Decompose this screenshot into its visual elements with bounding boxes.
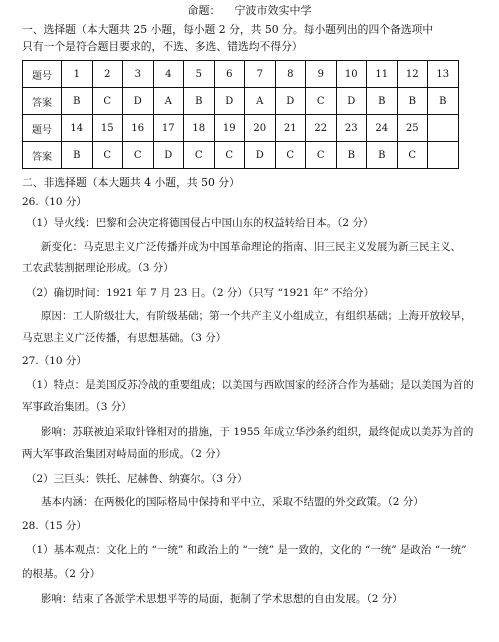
q27-part1-feature: （1）特点：是美国反苏冷战的重要组成；以美国与西欧国家的经济合作为基础；是以美国为首的: [26, 379, 474, 391]
table-cell: 6: [214, 61, 245, 88]
table-cell: B: [367, 88, 398, 115]
table-cell: B: [62, 88, 93, 115]
table-cell: B: [428, 88, 459, 115]
q27-influence-cont: 两大军事政治集团对峙局面的形成。（2 分）: [22, 448, 227, 460]
row-header-cell: 题号: [23, 115, 62, 142]
table-cell: 7: [245, 61, 276, 88]
table-cell: 10: [336, 61, 367, 88]
q28-part1-view-cont: 的根基。（2 分）: [22, 568, 101, 580]
table-cell: 8: [275, 61, 306, 88]
table-cell: B: [336, 142, 367, 169]
table-cell: 20: [245, 115, 276, 142]
q28-influence: 影响：结束了各派学术思想平等的局面，扼制了学术思想的自由发展。（2 分）: [41, 593, 403, 605]
table-cell: D: [214, 88, 245, 115]
table-row: [23, 88, 459, 115]
table-cell: D: [123, 88, 154, 115]
table-cell: C: [306, 88, 337, 115]
q26-part1-trigger: （1）导火线：巴黎和会决定将德国侵占中国山东的权益转给日本。（2 分）: [26, 217, 374, 229]
table-cell: A: [245, 88, 276, 115]
table-cell: D: [336, 88, 367, 115]
table-cell: 18: [184, 115, 215, 142]
q27-part1-feature-cont: 军事政治集团。（3 分）: [22, 401, 132, 413]
table-cell: [428, 115, 459, 142]
table-row: [23, 61, 459, 88]
table-cell: C: [92, 88, 123, 115]
table-cell: 3: [123, 61, 154, 88]
table-cell: 16: [123, 115, 154, 142]
q26-new-change-cont: 工农武装割据理论形成。（3 分）: [22, 262, 174, 274]
q27-part2-leaders: （2）三巨头：铁托、尼赫鲁、纳赛尔。（3 分）: [26, 473, 248, 485]
q26-reason: 原因：工人阶级壮大，有阶级基础；第一个共产主义小组成立，有组织基础；上海开放较早，: [41, 310, 472, 322]
table-cell: 24: [367, 115, 398, 142]
table-row: [23, 142, 459, 169]
section2-heading: 二、非选择题（本大题共 4 小题，共 50 分）: [22, 176, 240, 189]
section1-heading-line1: 一、选择题（本大题共 25 小题，每小题 2 分，共 50 分。每小题列出的四个备选项中: [22, 23, 434, 36]
table-cell: [428, 142, 459, 169]
table-cell: 14: [62, 115, 93, 142]
row-header-cell: 题号: [23, 61, 62, 88]
row-header-cell: 答案: [23, 142, 62, 169]
table-cell: 13: [428, 61, 459, 88]
table-cell: D: [275, 88, 306, 115]
section1-heading-line2: 只有一个是符合题目要求的，不选、多选、错选均不得分）: [22, 40, 303, 53]
table-cell: C: [397, 142, 428, 169]
table-cell: C: [123, 142, 154, 169]
table-cell: B: [397, 88, 428, 115]
table-row: [23, 115, 459, 142]
table-cell: C: [184, 142, 215, 169]
q26-new-change: 新变化：马克思主义广泛传播并成为中国革命理论的指南、旧三民主义发展为新三民主义、: [41, 241, 461, 253]
table-cell: B: [62, 142, 93, 169]
q28-part1-view: （1）基本观点：文化上的 “一统” 和政治上的 “一统” 是一致的，文化的 “一统” 是政治 “一统”: [26, 544, 467, 556]
table-cell: 22: [306, 115, 337, 142]
table-cell: 15: [92, 115, 123, 142]
table-cell: 5: [184, 61, 215, 88]
table-cell: B: [367, 142, 398, 169]
table-cell: C: [306, 142, 337, 169]
q27-heading: 27.（10 分）: [22, 355, 87, 367]
table-cell: D: [245, 142, 276, 169]
q26-part2-date: （2）确切时间：1921 年 7 月 23 日。（2 分）（只写 “1921 年” 不给分）: [26, 287, 375, 299]
table-cell: 21: [275, 115, 306, 142]
q27-influence: 影响：苏联被迫采取针锋相对的措施，于 1955 年成立华沙条约组织，最终促成以美苏为首的: [41, 426, 474, 438]
table-cell: 1: [62, 61, 93, 88]
table-cell: 2: [92, 61, 123, 88]
table-cell: 19: [214, 115, 245, 142]
q26-reason-cont: 马克思主义广泛传播，有思想基础。（3 分）: [22, 332, 227, 344]
table-cell: D: [153, 142, 184, 169]
q27-basic-meaning: 基本内涵：在两极化的国际格局中保持和平中立，采取不结盟的外交政策。（2 分）: [41, 496, 424, 508]
table-cell: 23: [336, 115, 367, 142]
table-cell: 25: [397, 115, 428, 142]
q28-heading: 28.（15 分）: [22, 520, 87, 532]
table-cell: 11: [367, 61, 398, 88]
table-cell: C: [275, 142, 306, 169]
table-cell: 17: [153, 115, 184, 142]
page-title: [0, 4, 499, 18]
row-header-cell: 答案: [23, 88, 62, 115]
school-name: 宁波市效实中学: [234, 4, 312, 17]
table-cell: B: [184, 88, 215, 115]
table-cell: A: [153, 88, 184, 115]
table-cell: 12: [397, 61, 428, 88]
table-cell: 9: [306, 61, 337, 88]
table-cell: C: [214, 142, 245, 169]
title-label: 命题：: [187, 4, 221, 17]
q26-heading: 26.（10 分）: [22, 196, 87, 208]
table-cell: C: [92, 142, 123, 169]
answer-table: [22, 60, 459, 169]
table-cell: 4: [153, 61, 184, 88]
